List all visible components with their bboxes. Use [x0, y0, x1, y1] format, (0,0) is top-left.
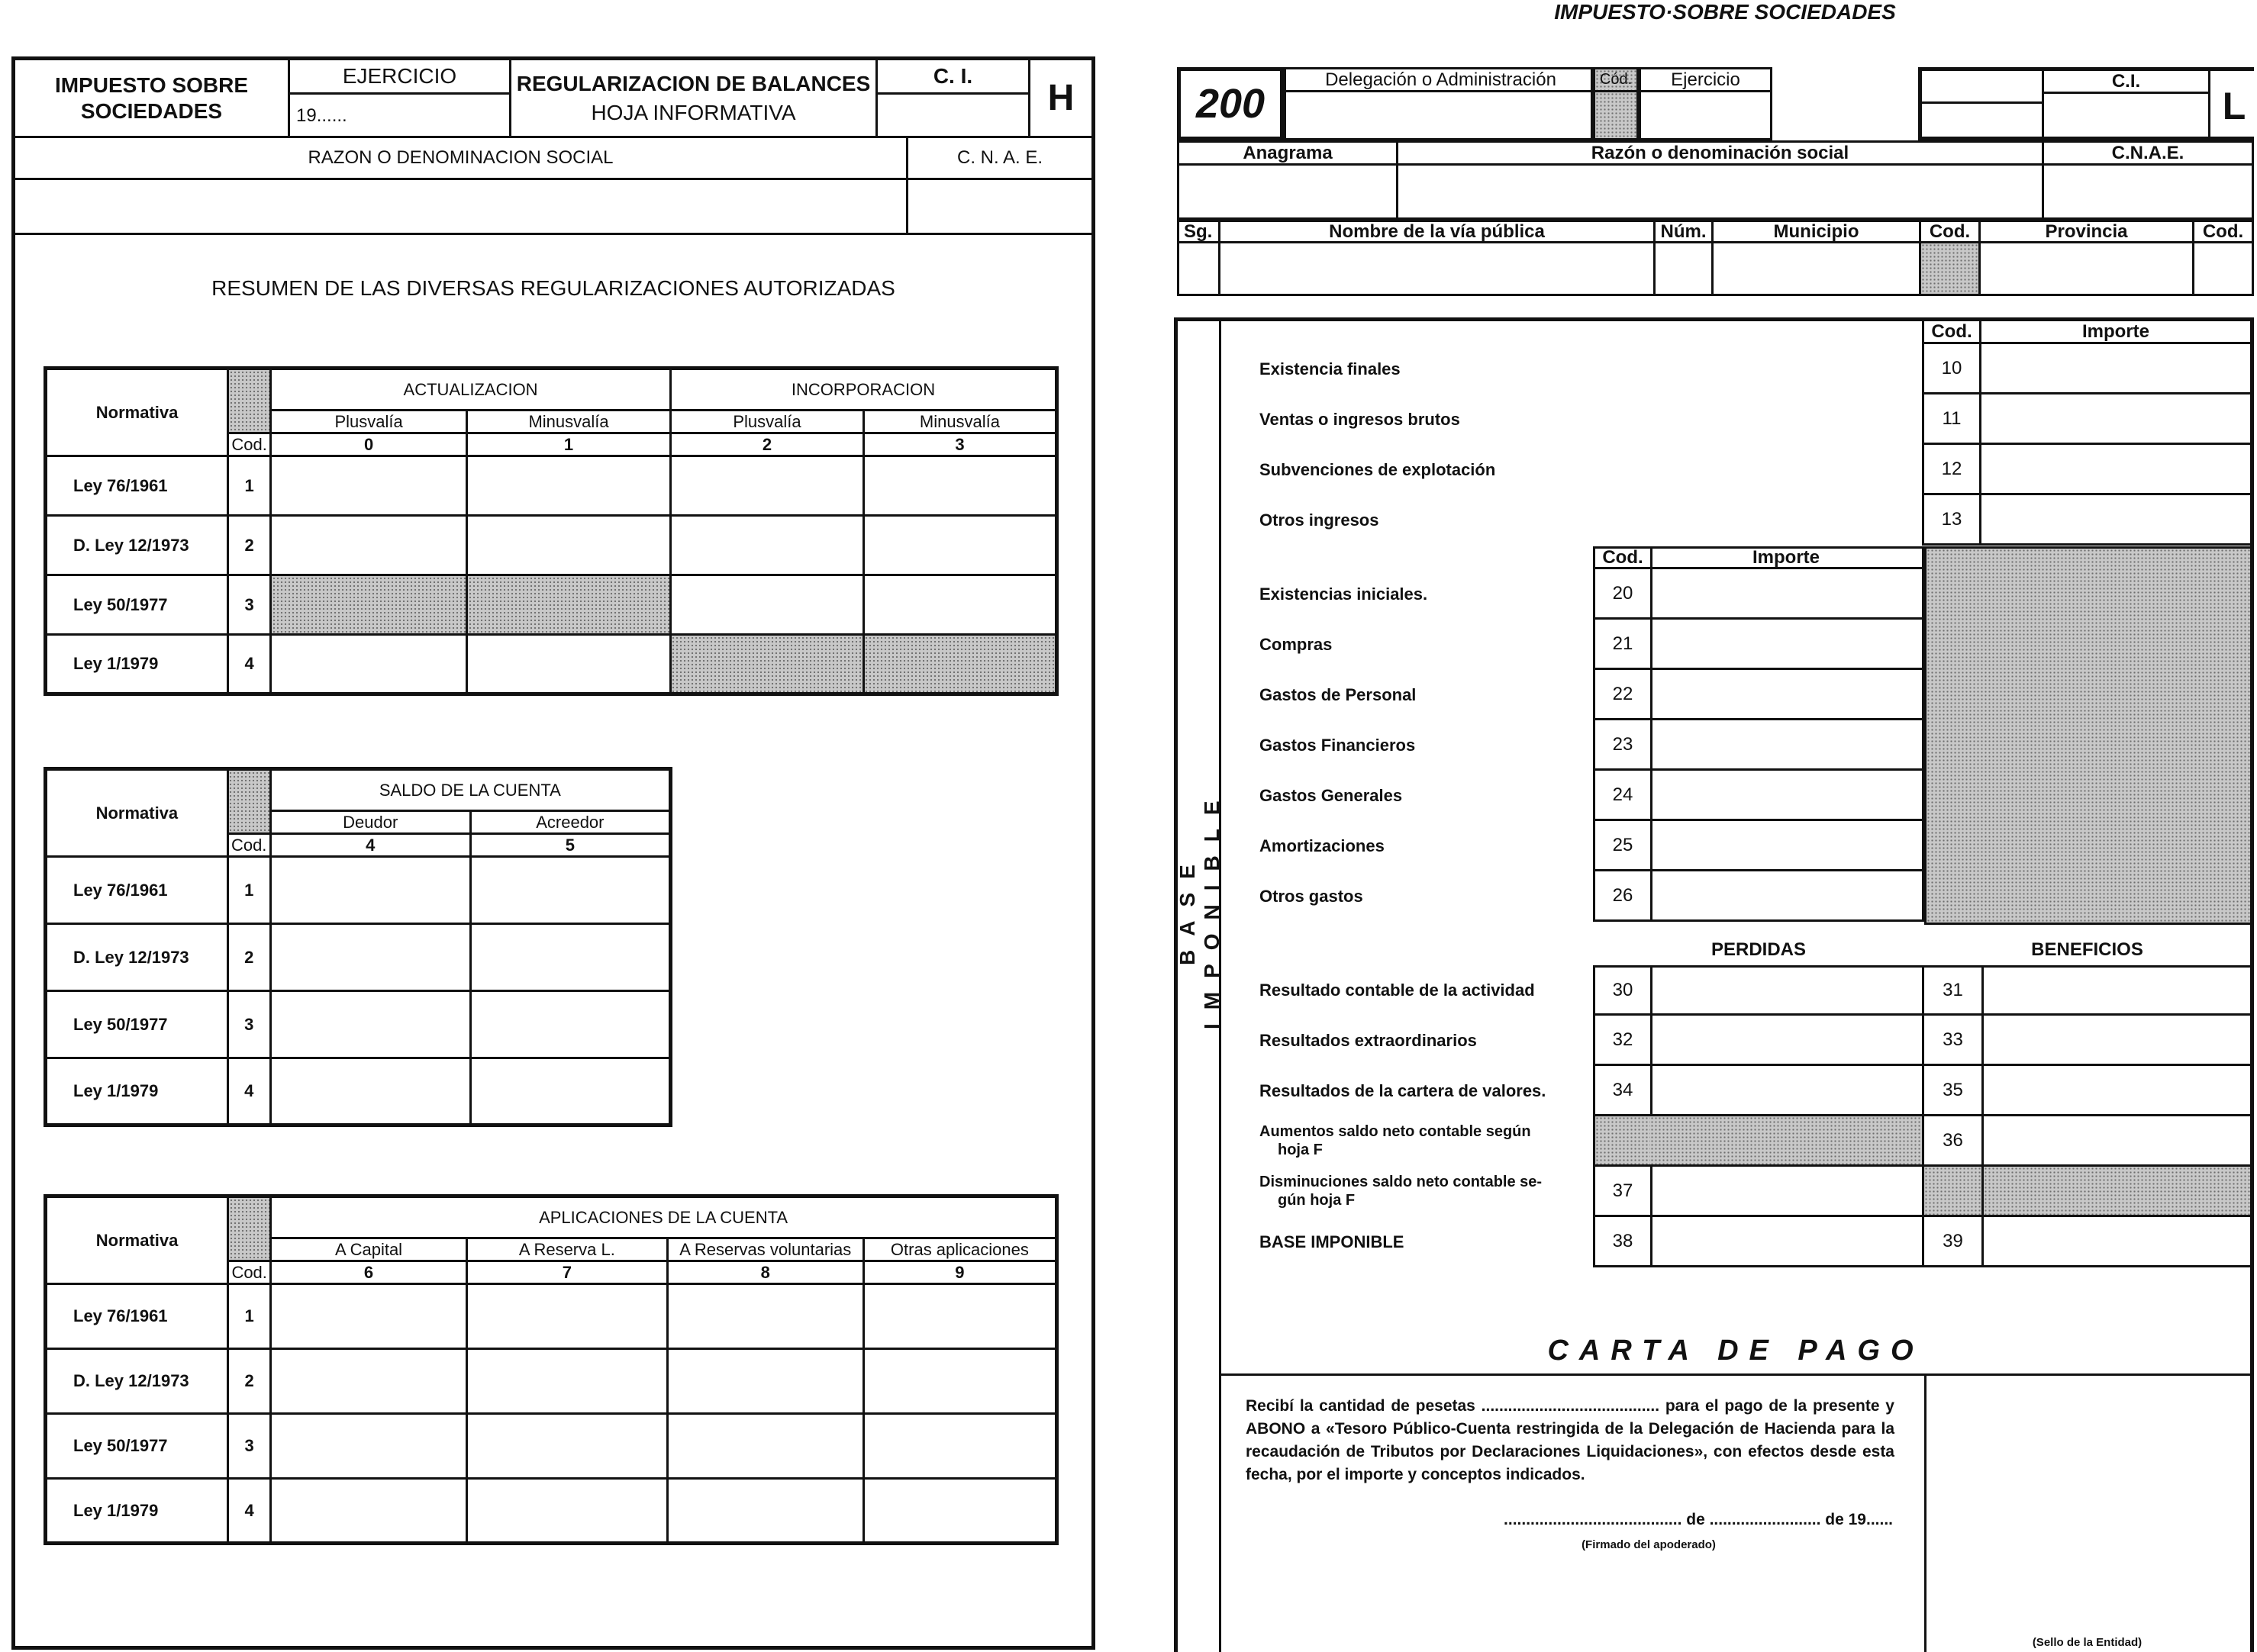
shaded-cell	[1921, 243, 1981, 294]
col-cod-header: Cod.	[1922, 321, 1981, 344]
law-code: 1	[227, 857, 270, 924]
shaded-cell	[1595, 92, 1636, 138]
row-code: 21	[1593, 620, 1652, 670]
row-label: Existencia finales	[1259, 359, 1401, 378]
cnae-label: C. N. A. E.	[908, 138, 1091, 180]
law-code: 4	[227, 1058, 270, 1125]
table-row	[46, 924, 671, 991]
col-code: 2	[670, 433, 863, 456]
shaded-cell	[1650, 1116, 1924, 1167]
razon-label: RAZON O DENOMINACION SOCIAL	[15, 138, 908, 180]
sg-label: Sg.	[1179, 222, 1220, 243]
row-code: 32	[1593, 1016, 1652, 1066]
ci-label: C. I.	[878, 60, 1028, 95]
table-row	[46, 857, 671, 924]
provincia-input[interactable]	[1981, 243, 2194, 294]
row-label: Resultado contable de la actividad	[1259, 981, 1535, 1000]
ci-input[interactable]	[878, 95, 1028, 136]
row-label-line1: Aumentos saldo neto contable según	[1259, 1123, 1531, 1140]
law-code: 2	[228, 516, 271, 575]
col-code: 7	[466, 1261, 667, 1284]
anagrama-label: Anagrama	[1179, 143, 1398, 166]
cell-input[interactable]	[667, 1349, 863, 1414]
cell-input[interactable]	[667, 1479, 863, 1544]
municipio-label: Municipio	[1714, 222, 1921, 243]
section-title: RESUMEN DE LAS DIVERSAS REGULARIZACIONES AUTORIZADAS	[211, 276, 895, 300]
importe-input[interactable]	[1981, 965, 2250, 1016]
law-label: D. Ley 12/1973	[46, 516, 228, 575]
ci-label-l: C.I.	[2044, 71, 2208, 94]
num-input[interactable]	[1656, 243, 1714, 294]
row-label: Resultados de la cartera de valores.	[1259, 1081, 1546, 1100]
row-code: 30	[1593, 965, 1652, 1016]
law-label: Ley 1/1979	[46, 1058, 228, 1125]
cell-input[interactable]	[271, 516, 467, 575]
cell-input[interactable]	[270, 1058, 470, 1125]
cell-input[interactable]	[467, 635, 671, 694]
col-header: Acreedor	[470, 811, 670, 834]
col-header: Minusvalía	[863, 411, 1056, 433]
law-label: Ley 50/1977	[46, 575, 228, 635]
col-code: 8	[667, 1261, 863, 1284]
row-code: 26	[1593, 871, 1652, 922]
law-code: 1	[228, 456, 271, 516]
cell-input[interactable]	[271, 1284, 467, 1349]
cod-header: Cod.	[228, 433, 271, 456]
cell-input[interactable]	[670, 516, 863, 575]
cnae-input-l[interactable]	[2044, 166, 2252, 217]
cell-input[interactable]	[271, 456, 467, 516]
row-label: Amortizaciones	[1259, 836, 1385, 855]
page-header: IMPUESTO·SOBRE SOCIEDADES	[1554, 0, 1896, 24]
row-label: Resultados extraordinarios	[1259, 1031, 1477, 1050]
incorporacion-header: INCORPORACION	[670, 369, 1056, 411]
col-code: 3	[863, 433, 1056, 456]
importe-input[interactable]	[1650, 1016, 1924, 1066]
sheet-letter-h: H	[1030, 60, 1091, 138]
law-label: D. Ley 12/1973	[46, 924, 228, 991]
table-aplicaciones	[44, 1194, 1059, 1545]
delegacion-box	[1284, 67, 1593, 140]
importe-input[interactable]	[1650, 1217, 1924, 1267]
shaded-cell	[228, 1196, 271, 1261]
importe-input[interactable]	[1650, 821, 1924, 871]
importe-input[interactable]	[1650, 670, 1924, 720]
col-code: 6	[271, 1261, 467, 1284]
importe-input[interactable]	[1650, 965, 1924, 1016]
cell-input[interactable]	[863, 516, 1056, 575]
carta-text: Recibí la cantidad de pesetas ........................................ para el pago de la presente y ABONO a «Tesoro Público-Cuenta restringida de la Delegación de Hacienda para la recaudación de Tributos por Declaraciones Liquidaciones», con efectos desde esta fecha, por el importe y conceptos indicados.	[1246, 1397, 1894, 1483]
row-code: 35	[1922, 1066, 1981, 1116]
importe-input[interactable]	[1981, 1066, 2250, 1116]
cod-box	[1593, 67, 1639, 140]
shaded-area	[1924, 546, 2250, 925]
row-label-line1: Disminuciones saldo neto contable se-	[1259, 1174, 1543, 1190]
title-line-2: SOCIEDADES	[80, 98, 223, 123]
saldo-header: SALDO DE LA CUENTA	[270, 769, 670, 811]
beneficios-header: BENEFICIOS	[2031, 939, 2143, 960]
shaded-cell	[228, 369, 271, 433]
importe-input[interactable]	[1650, 720, 1924, 771]
divider	[1922, 101, 2044, 104]
via-label: Nombre de la vía pública	[1220, 222, 1656, 243]
row-code: 10	[1922, 344, 1981, 394]
law-code: 3	[227, 991, 270, 1058]
cell-input[interactable]	[863, 575, 1056, 635]
row-dots	[1259, 344, 1920, 394]
law-label: Ley 76/1961	[46, 1284, 228, 1349]
via-input[interactable]	[1220, 243, 1656, 294]
delegacion-label: Delegación o Administración	[1286, 69, 1595, 92]
law-label: Ley 50/1977	[46, 991, 228, 1058]
regularizacion-line-2: HOJA INFORMATIVA	[591, 100, 796, 124]
sg-input[interactable]	[1179, 243, 1220, 294]
row-label: Ventas o ingresos brutos	[1259, 410, 1460, 429]
row-code: 33	[1922, 1016, 1981, 1066]
cod-label: Cód.	[1595, 69, 1636, 92]
ejercicio-value[interactable]: 19......	[296, 105, 347, 126]
delegacion-input[interactable]	[1286, 92, 1595, 138]
col-code: 1	[467, 433, 671, 456]
law-code: 3	[228, 1414, 271, 1479]
row-code: 37	[1593, 1167, 1652, 1217]
col-header: A Capital	[271, 1238, 467, 1261]
law-code: 3	[228, 575, 271, 635]
importe-input[interactable]	[1981, 445, 2250, 495]
law-code: 4	[228, 1479, 271, 1544]
col-header: Plusvalía	[271, 411, 467, 433]
table-row	[46, 1284, 1057, 1349]
actualizacion-header: ACTUALIZACION	[271, 369, 671, 411]
regularizacion-line-1: REGULARIZACION DE BALANCES	[516, 71, 871, 95]
row-code: 38	[1593, 1217, 1652, 1267]
shaded-cell	[1981, 1167, 2250, 1217]
col-header: A Reserva L.	[466, 1238, 667, 1261]
importe-input[interactable]	[1650, 569, 1924, 620]
cell-input[interactable]	[466, 1479, 667, 1544]
table-row	[46, 575, 1057, 635]
table-row	[46, 1058, 671, 1125]
row-code: 23	[1593, 720, 1652, 771]
row-label-line2: gún hoja F	[1278, 1192, 1356, 1209]
cell-input[interactable]	[470, 991, 670, 1058]
ejercicio-label-l: Ejercicio	[1641, 69, 1770, 92]
razon-label-l: Razón o denominación social	[1398, 143, 2044, 166]
vertical-label	[1175, 725, 1224, 1091]
row-label-line2: hoja F	[1278, 1142, 1323, 1158]
row-dots	[1259, 394, 1920, 445]
table-row	[46, 1479, 1057, 1544]
cod-header: Cod.	[227, 834, 270, 857]
cell-input[interactable]	[670, 575, 863, 635]
row-code: 22	[1593, 670, 1652, 720]
law-label: Ley 76/1961	[46, 456, 228, 516]
normativa-header: Normativa	[46, 369, 228, 456]
table-row	[46, 456, 1057, 516]
cell-input[interactable]	[470, 1058, 670, 1125]
shaded-cell	[271, 575, 467, 635]
num-label: Núm.	[1656, 222, 1714, 243]
importe-input[interactable]	[1981, 1016, 2250, 1066]
razon-input-l[interactable]	[1398, 166, 2044, 217]
importe-input[interactable]	[1981, 344, 2250, 394]
cod3-label: Cod.	[2194, 222, 2252, 243]
col-header: A Reservas voluntarias	[667, 1238, 863, 1261]
row-code: 34	[1593, 1066, 1652, 1116]
row-label: Otros ingresos	[1259, 510, 1379, 530]
row-code: 11	[1922, 394, 1981, 445]
law-label: Ley 1/1979	[46, 635, 228, 694]
col-importe-header: Importe	[1650, 546, 1924, 569]
cell-input[interactable]	[466, 1349, 667, 1414]
cell-input[interactable]	[270, 857, 470, 924]
cell-input[interactable]	[863, 1284, 1056, 1349]
table-row	[46, 1414, 1057, 1479]
row-code: 13	[1922, 495, 1981, 546]
aplicaciones-header: APLICACIONES DE LA CUENTA	[271, 1196, 1057, 1238]
row-code: 20	[1593, 569, 1652, 620]
row-code: 31	[1922, 965, 1981, 1016]
row-label: Subvenciones de explotación	[1259, 460, 1496, 479]
importe-input[interactable]	[1650, 771, 1924, 821]
ejercicio-input-l[interactable]	[1641, 92, 1770, 138]
perdidas-header: PERDIDAS	[1710, 939, 1807, 960]
cell-input[interactable]	[863, 1349, 1056, 1414]
title-line-1: IMPUESTO SOBRE	[54, 72, 249, 97]
col-importe-header: Importe	[1981, 321, 2250, 344]
cell-input[interactable]	[467, 456, 671, 516]
row-code: 36	[1922, 1116, 1981, 1167]
importe-input[interactable]	[1981, 495, 2250, 546]
row-label	[1259, 1122, 1588, 1162]
row-label: Existencias iniciales.	[1259, 584, 1428, 604]
form-h-title	[15, 60, 290, 138]
importe-input[interactable]	[1650, 871, 1924, 922]
table-row	[46, 1349, 1057, 1414]
cod3-input[interactable]	[2194, 243, 2252, 294]
law-code: 4	[228, 635, 271, 694]
row-label: Gastos Generales	[1259, 786, 1403, 805]
shaded-cell	[670, 635, 863, 694]
model-number: 200	[1177, 67, 1284, 140]
law-label: Ley 76/1961	[46, 857, 228, 924]
cell-input[interactable]	[863, 1414, 1056, 1479]
sello-area[interactable]	[1927, 1376, 2250, 1631]
row-label: Gastos Financieros	[1259, 736, 1416, 755]
shaded-cell	[1922, 1167, 1981, 1217]
row-label: Gastos de Personal	[1259, 685, 1417, 704]
cnae-label-l: C.N.A.E.	[2044, 143, 2252, 166]
cell-input[interactable]	[271, 635, 467, 694]
normativa-header: Normativa	[46, 1196, 228, 1284]
vertical-label-text: BASE IMPONIBLE	[1175, 787, 1224, 1029]
cell-input[interactable]	[667, 1284, 863, 1349]
col-header: Deudor	[270, 811, 470, 834]
ejercicio-box	[290, 60, 511, 138]
shaded-cell	[227, 769, 270, 834]
ci-box	[878, 60, 1030, 138]
cell-input[interactable]	[863, 1479, 1056, 1544]
row-label	[1259, 1173, 1588, 1212]
col-code: 0	[271, 433, 467, 456]
cnae-input[interactable]	[908, 180, 1091, 235]
date-line[interactable]: ........................................ de ......................... de 19......	[1504, 1511, 1893, 1528]
table-saldo	[44, 767, 672, 1127]
col-cod-header: Cod.	[1593, 546, 1652, 569]
shaded-cell	[467, 575, 671, 635]
importe-input[interactable]	[1650, 1167, 1924, 1217]
cell-input[interactable]	[270, 924, 470, 991]
row-code: 39	[1922, 1217, 1981, 1267]
row-code: 12	[1922, 445, 1981, 495]
row-label: Compras	[1259, 635, 1333, 654]
importe-input[interactable]	[1981, 1116, 2250, 1167]
table-actualizacion	[44, 366, 1059, 696]
municipio-input[interactable]	[1714, 243, 1921, 294]
sello-label: (Sello de la Entidad)	[2032, 1635, 2143, 1649]
carta-title: CARTA DE PAGO	[1547, 1334, 1924, 1367]
cell-input[interactable]	[863, 456, 1056, 516]
cell-input[interactable]	[670, 456, 863, 516]
provincia-label: Provincia	[1981, 222, 2194, 243]
importe-input[interactable]	[1650, 620, 1924, 670]
row-code: 24	[1593, 771, 1652, 821]
cell-input[interactable]	[270, 991, 470, 1058]
law-code: 1	[228, 1284, 271, 1349]
row-dots	[1259, 445, 1920, 495]
law-label: Ley 50/1977	[46, 1414, 228, 1479]
shaded-cell	[863, 635, 1056, 694]
anagrama-input[interactable]	[1179, 166, 1398, 217]
row-dots	[1259, 495, 1920, 546]
col-code: 5	[470, 834, 670, 857]
row-code: 25	[1593, 821, 1652, 871]
col-header: Otras aplicaciones	[863, 1238, 1056, 1261]
sheet-letter-l: L	[2208, 71, 2257, 140]
law-label: D. Ley 12/1973	[46, 1349, 228, 1414]
importe-input[interactable]	[1981, 1217, 2250, 1267]
cell-input[interactable]	[271, 1479, 467, 1544]
cell-input[interactable]	[667, 1414, 863, 1479]
row-label: Otros gastos	[1259, 887, 1363, 906]
cell-input[interactable]	[470, 857, 670, 924]
cell-input[interactable]	[271, 1349, 467, 1414]
table-row	[46, 635, 1057, 694]
table-row	[46, 991, 671, 1058]
cell-input[interactable]	[466, 1414, 667, 1479]
regularizacion-title	[511, 60, 878, 138]
law-code: 2	[228, 1349, 271, 1414]
law-code: 2	[227, 924, 270, 991]
col-code: 9	[863, 1261, 1056, 1284]
ejercicio-box-l	[1639, 67, 1772, 140]
normativa-header: Normativa	[46, 769, 228, 857]
table-row	[46, 516, 1057, 575]
ejercicio-label: EJERCICIO	[290, 60, 509, 95]
importe-input[interactable]	[1981, 394, 2250, 445]
cell-input[interactable]	[467, 516, 671, 575]
col-header: Plusvalía	[670, 411, 863, 433]
law-label: Ley 1/1979	[46, 1479, 228, 1544]
cod2-label: Cod.	[1921, 222, 1981, 243]
importe-input[interactable]	[1650, 1066, 1924, 1116]
cell-input[interactable]	[470, 924, 670, 991]
cell-input[interactable]	[466, 1284, 667, 1349]
ci-box-l	[1918, 67, 2254, 140]
shaded-cell	[1593, 1116, 1652, 1167]
row-label: BASE IMPONIBLE	[1259, 1232, 1404, 1251]
cod-header: Cod.	[228, 1261, 271, 1284]
firmado-label: (Firmado del apoderado)	[1582, 1538, 1716, 1551]
razon-input[interactable]	[15, 180, 908, 235]
col-code: 4	[270, 834, 470, 857]
col-header: Minusvalía	[467, 411, 671, 433]
cell-input[interactable]	[271, 1414, 467, 1479]
